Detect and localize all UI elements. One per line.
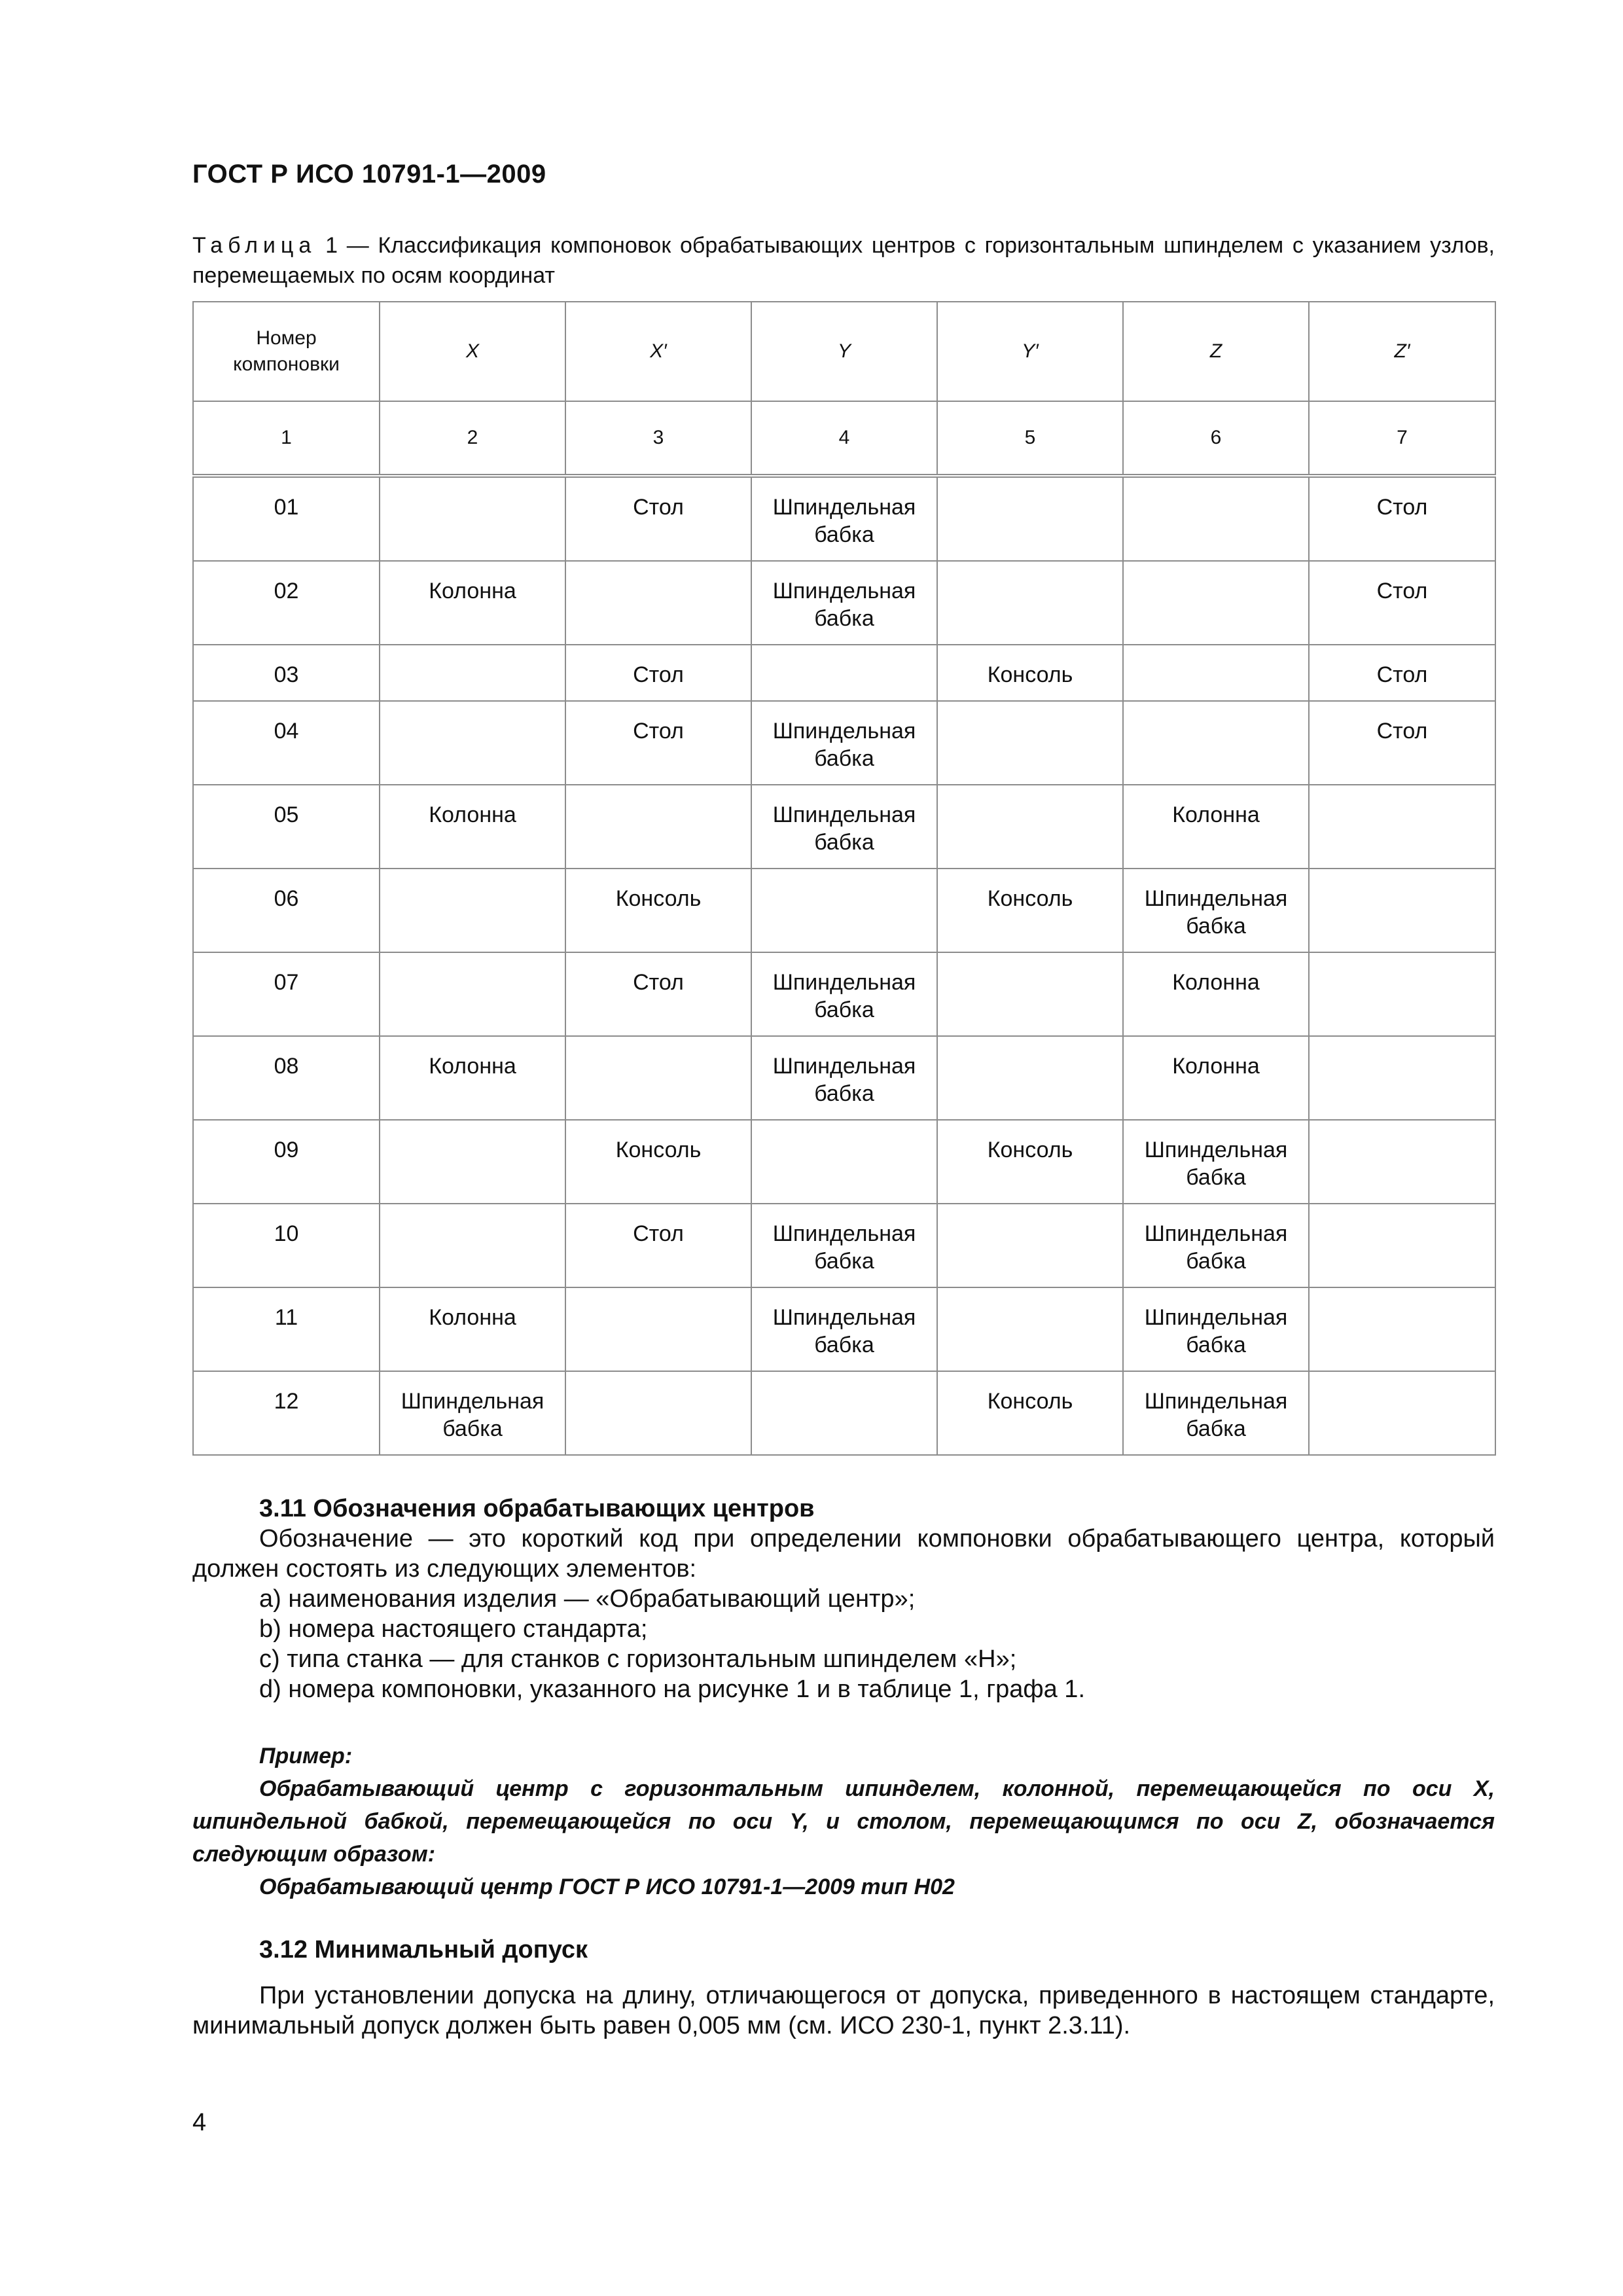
table-cell: Шпиндельная бабка	[751, 952, 937, 1036]
table-cell	[937, 785, 1123, 869]
section-3-12-title: 3.12 Минимальный допуск	[259, 1936, 588, 1964]
table-row	[193, 561, 1495, 645]
column-number-cell: 1	[193, 401, 380, 476]
table-cell: Шпиндельная бабка	[751, 476, 937, 561]
table-cell: Стол	[565, 952, 751, 1036]
table-cell: Консоль	[937, 1120, 1123, 1204]
table-cell: Шпиндельная бабка	[380, 1371, 565, 1455]
table-cell	[751, 1120, 937, 1204]
table-row	[193, 869, 1495, 952]
layout-number-cell: 03	[193, 645, 380, 701]
table-cell: Колонна	[380, 561, 565, 645]
table-cell	[1309, 1371, 1495, 1455]
table-cell: Шпиндельная бабка	[1123, 1204, 1309, 1287]
table-cell	[937, 561, 1123, 645]
table-cell	[380, 645, 565, 701]
layout-number-cell: 11	[193, 1287, 380, 1371]
column-number-cell: 5	[937, 401, 1123, 476]
example-block	[192, 1740, 1495, 1903]
header-cell-y-prime: Y′	[937, 302, 1123, 401]
table-cell	[1309, 1120, 1495, 1204]
list-item-c: c) типа станка — для станков с горизонтальным шпинделем «H»;	[259, 1645, 1017, 1673]
table-row	[193, 1036, 1495, 1120]
example-text: Обрабатывающий центр с горизонтальным шпинделем, колонной, перемещающейся по оси X, шпиндельной бабкой, перемещающейся по оси Y, и столом, перемещающимся по оси Z, обозначается следующим образом:	[192, 1776, 1495, 1867]
layout-number-cell: 10	[193, 1204, 380, 1287]
section-3-11-title: 3.11 Обозначения обрабатывающих центров	[259, 1495, 815, 1522]
table-cell	[565, 561, 751, 645]
section-3-12	[192, 1935, 1495, 2041]
table-cell	[937, 1287, 1123, 1371]
table-cell: Колонна	[1123, 785, 1309, 869]
table-cell: Стол	[1309, 645, 1495, 701]
page-number: 4	[192, 2109, 207, 2136]
layout-number-cell: 05	[193, 785, 380, 869]
table-row	[193, 701, 1495, 785]
column-number-row	[193, 401, 1495, 476]
table-cell	[380, 1204, 565, 1287]
table-cell: Консоль	[937, 1371, 1123, 1455]
table-cell	[380, 701, 565, 785]
table-cell	[565, 1287, 751, 1371]
table-cell	[1123, 476, 1309, 561]
table-row	[193, 1287, 1495, 1371]
layout-number-cell: 02	[193, 561, 380, 645]
header-cell-z-prime: Z′	[1309, 302, 1495, 401]
column-number-cell: 6	[1123, 401, 1309, 476]
table-cell: Стол	[565, 476, 751, 561]
layout-classification-table	[192, 301, 1496, 1456]
table-cell	[380, 869, 565, 952]
table-row	[193, 1371, 1495, 1455]
list-item-a: a) наименования изделия — «Обрабатывающий центр»;	[259, 1585, 916, 1613]
table-cell: Шпиндельная бабка	[1123, 869, 1309, 952]
table-cell: Шпиндельная бабка	[751, 701, 937, 785]
table-cell	[1309, 952, 1495, 1036]
table-cell	[1123, 561, 1309, 645]
table-cell: Шпиндельная бабка	[751, 561, 937, 645]
table-cell: Шпиндельная бабка	[1123, 1287, 1309, 1371]
table-cell: Колонна	[380, 1287, 565, 1371]
table-cell: Шпиндельная бабка	[751, 1204, 937, 1287]
table-cell	[380, 1120, 565, 1204]
table-cell	[565, 1036, 751, 1120]
table-cell: Шпиндельная бабка	[751, 1287, 937, 1371]
example-designation: Обрабатывающий центр ГОСТ Р ИСО 10791-1—2009 тип H02	[259, 1874, 955, 1899]
layout-number-cell: 08	[193, 1036, 380, 1120]
table-cell	[937, 1204, 1123, 1287]
header-cell-layout-number	[193, 302, 380, 401]
table-cell: Стол	[565, 645, 751, 701]
table-row	[193, 476, 1495, 561]
example-label: Пример:	[259, 1744, 353, 1768]
table-cell: Консоль	[937, 869, 1123, 952]
table-cell: Шпиндельная бабка	[1123, 1371, 1309, 1455]
table-header-row	[193, 302, 1495, 401]
layout-number-cell: 07	[193, 952, 380, 1036]
table-cell: Колонна	[1123, 952, 1309, 1036]
table-cell	[751, 1371, 937, 1455]
table-cell: Стол	[1309, 561, 1495, 645]
table-cell	[1309, 1036, 1495, 1120]
table-cell	[1309, 1287, 1495, 1371]
table-cell: Стол	[1309, 476, 1495, 561]
table-cell: Шпиндельная бабка	[751, 1036, 937, 1120]
table-cell: Консоль	[565, 1120, 751, 1204]
column-number-cell: 3	[565, 401, 751, 476]
table-cell	[751, 645, 937, 701]
layout-number-cell: 06	[193, 869, 380, 952]
table-cell: Стол	[565, 1204, 751, 1287]
table-cell	[380, 952, 565, 1036]
table-cell: Консоль	[937, 645, 1123, 701]
table-cell	[1123, 701, 1309, 785]
header-cell-z: Z	[1123, 302, 1309, 401]
header-cell-x-prime: X′	[565, 302, 751, 401]
list-item-d: d) номера компоновки, указанного на рисунке 1 и в таблице 1, графа 1.	[259, 1676, 1085, 1703]
table-cell	[937, 701, 1123, 785]
table-cell: Колонна	[1123, 1036, 1309, 1120]
table-row	[193, 645, 1495, 701]
section-3-12-text: При установлении допуска на длину, отличающегося от допуска, приведенного в настоящем стандарте, минимальный допуск должен быть равен 0,005 мм (см. ИСО 230-1, пункт 2.3.11).	[192, 1982, 1495, 2039]
layout-number-cell: 01	[193, 476, 380, 561]
header-cell-x: X	[380, 302, 565, 401]
section-3-11-intro: Обозначение — это короткий код при определении компоновки обрабатывающего центра, который должен состоять из следующих элементов:	[192, 1525, 1495, 1583]
table-cell	[751, 869, 937, 952]
layout-number-cell: 12	[193, 1371, 380, 1455]
header-layout-number-line1: Номер	[256, 327, 317, 349]
table-cell: Стол	[1309, 701, 1495, 785]
layout-number-cell: 09	[193, 1120, 380, 1204]
table-cell: Шпиндельная бабка	[1123, 1120, 1309, 1204]
table-cell	[565, 785, 751, 869]
table-caption-label: Таблица	[192, 233, 317, 258]
table-cell	[937, 1036, 1123, 1120]
table-cell	[937, 952, 1123, 1036]
table-cell	[1123, 645, 1309, 701]
layout-number-cell: 04	[193, 701, 380, 785]
table-cell	[1309, 869, 1495, 952]
column-number-cell: 7	[1309, 401, 1495, 476]
column-number-cell: 2	[380, 401, 565, 476]
table-cell: Стол	[565, 701, 751, 785]
table-cell: Колонна	[380, 785, 565, 869]
header-layout-number-line2: компоновки	[233, 353, 340, 375]
table-cell	[380, 476, 565, 561]
table-cell	[1309, 785, 1495, 869]
table-row	[193, 1120, 1495, 1204]
section-3-11	[192, 1494, 1495, 1704]
table-cell: Консоль	[565, 869, 751, 952]
header-cell-y: Y	[751, 302, 937, 401]
table-row	[193, 785, 1495, 869]
list-item-b: b) номера настоящего стандарта;	[259, 1615, 648, 1643]
table-row	[193, 952, 1495, 1036]
table-cell: Колонна	[380, 1036, 565, 1120]
table-cell	[565, 1371, 751, 1455]
table-row	[193, 1204, 1495, 1287]
table-body	[193, 476, 1495, 1455]
table-cell	[1309, 1204, 1495, 1287]
column-number-cell: 4	[751, 401, 937, 476]
table-cell	[937, 476, 1123, 561]
document-header: ГОСТ Р ИСО 10791-1—2009	[192, 160, 546, 188]
table-cell: Шпиндельная бабка	[751, 785, 937, 869]
table-caption	[192, 230, 1495, 291]
table-caption-text: 1 — Классификация компоновок обрабатывающих центров с горизонтальным шпинделем с указанием узлов, перемещаемых по осям координат	[192, 233, 1495, 288]
